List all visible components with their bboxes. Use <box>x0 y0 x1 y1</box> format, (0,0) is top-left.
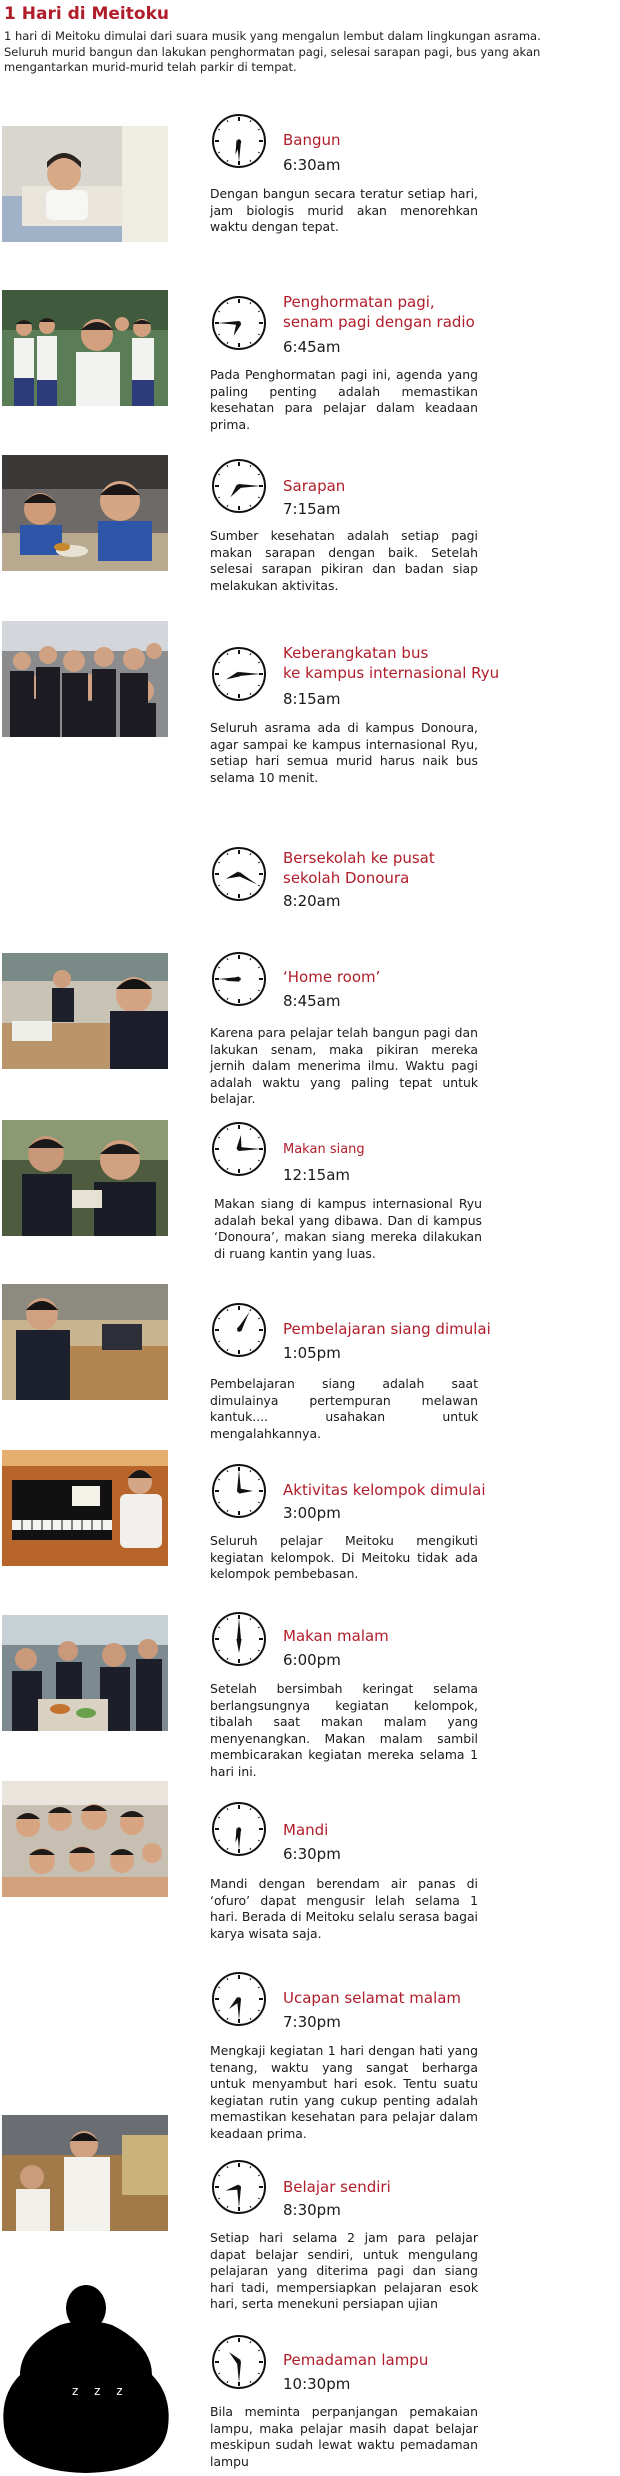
event-title: Makan malam <box>283 1627 389 1645</box>
photo-homeroom <box>2 953 168 1069</box>
event-time: 8:30pm <box>283 2201 341 2219</box>
event-description: Seluruh pelajar Meitoku mengikuti kegiatan kelompok. Di Meitoku tidak ada kelompok pembebasan. <box>210 1533 478 1581</box>
event-title: Bangun <box>283 131 341 149</box>
event-title: Sarapan <box>283 477 346 495</box>
clock-icon <box>210 2158 268 2216</box>
event-time: 8:20am <box>283 892 341 910</box>
event-title: Penghormatan pagi, senam pagi dengan radio <box>283 293 475 331</box>
sleeping-silhouette-icon <box>2 2275 172 2475</box>
event-description: Setelah bersimbah keringat selama berlangsungnya kegiatan kelompok, tibalah saat makan malam yang menyenangkan. Makan malam sambil membicarakan kegiatan mereka selama 1 hari ini. <box>210 1681 478 1779</box>
photo-morning-exercise <box>2 290 168 406</box>
event-description: Mengkaji kegiatan 1 hari dengan hati yang tenang, waktu yang sangat berharga untuk menyambut hari esok. Tentu suatu kegiatan rutin yang cukup penting adalah memastikan kesehatan para pelajar dalam keadaan prima. <box>210 2043 478 2141</box>
event-title: Bersekolah ke pusat sekolah Donoura <box>283 849 435 887</box>
photo-waking-up <box>2 126 168 242</box>
event-description: Dengan bangun secara teratur setiap hari, jam biologis murid akan menorehkan waktu dengan tepat. <box>210 186 478 234</box>
photo-dinner <box>2 1615 168 1731</box>
event-time: 6:30am <box>283 156 341 174</box>
event-description: Makan siang di kampus internasional Ryu adalah bekal yang dibawa. Dan di kampus ‘Donoura’, makan siang mereka dilakukan di ruang kantin yang luas. <box>214 1196 482 1261</box>
clock-icon <box>210 457 268 515</box>
event-description: Bila meminta perpanjangan pemakaian lampu, maka pelajar masih dapat belajar meskipun sudah lewat waktu pemadaman lampu <box>210 2404 478 2469</box>
photo-bath <box>2 1781 168 1897</box>
event-time: 6:00pm <box>283 1651 341 1669</box>
event-time: 3:00pm <box>283 1504 341 1522</box>
photo-afternoon-class <box>2 1284 168 1400</box>
intro-paragraph: 1 hari di Meitoku dimulai dari suara musik yang mengalun lembut dalam lingkungan asrama. Seluruh murid bangun dan lakukan penghormatan pagi, selesai sarapan pagi, bus yang akan mengantarkan murid-murid telah parkir di tempat. <box>4 29 541 74</box>
clock-icon <box>210 1800 268 1858</box>
event-time: 8:45am <box>283 992 341 1010</box>
photo-lunch <box>2 1120 168 1236</box>
clock-icon <box>210 112 268 170</box>
event-title: Makan siang <box>283 1142 365 1157</box>
photo-bus <box>2 621 168 737</box>
event-description: Sumber kesehatan adalah setiap pagi makan sarapan dengan baik. Setelah selesai sarapan pikiran dan badan siap melakukan aktivitas. <box>210 528 478 593</box>
event-title: Ucapan selamat malam <box>283 1989 462 2007</box>
clock-icon <box>210 950 268 1008</box>
event-time: 8:15am <box>283 690 341 708</box>
clock-icon <box>210 845 268 903</box>
event-description: Setiap hari selama 2 jam para pelajar dapat belajar sendiri, untuk mengulang pelajaran yang diterima pagi dan siang hari tadi, mempersiapkan pelajaran esok hari, serta menekuni persiapan ujian <box>210 2230 478 2311</box>
event-title: Keberangkatan bus ke kampus internasional Ryu <box>283 644 500 682</box>
clock-icon <box>210 1120 268 1178</box>
event-time: 1:05pm <box>283 1344 341 1362</box>
event-description: Pada Penghormatan pagi ini, agenda yang paling penting adalah memastikan kesehatan para pelajar dalam keadaan prima. <box>210 367 478 432</box>
clock-icon <box>210 1301 268 1359</box>
clock-icon <box>210 2333 268 2391</box>
event-time: 7:30pm <box>283 2013 341 2031</box>
event-title: Pembelajaran siang dimulai <box>283 1320 491 1338</box>
event-time: 7:15am <box>283 500 341 518</box>
event-title: Aktivitas kelompok dimulai <box>283 1481 486 1499</box>
event-description: Mandi dengan berendam air panas di ‘ofuro’ dapat mengusir lelah selama 1 hari. Berada di Meitoku selalu serasa bagai karya wisata saja. <box>210 1876 478 1941</box>
clock-icon <box>210 294 268 352</box>
event-title: Mandi <box>283 1821 329 1839</box>
clock-icon <box>210 645 268 703</box>
page-title: 1 Hari di Meitoku <box>4 4 169 24</box>
clock-icon <box>210 1462 268 1520</box>
clock-icon <box>210 1610 268 1668</box>
event-description: Pembelajaran siang adalah saat dimulainya pertempuran melawan kantuk.... usahakan untuk mengalahkannya. <box>210 1376 478 1441</box>
sleep-zzz-label: z z z <box>72 2384 129 2398</box>
event-time: 6:45am <box>283 338 341 356</box>
photo-breakfast <box>2 455 168 571</box>
photo-club-piano <box>2 1450 168 1566</box>
event-time: 6:30pm <box>283 1845 341 1863</box>
event-time: 10:30pm <box>283 2375 351 2393</box>
event-description: Seluruh asrama ada di kampus Donoura, agar sampai ke kampus internasional Ryu, setiap hari semua murid harus naik bus selama 10 menit. <box>210 720 478 785</box>
event-description: Karena para pelajar telah bangun pagi dan lakukan senam, maka pikiran mereka jernih dalam menerima ilmu. Waktu pagi adalah waktu yang paling tepat untuk belajar. <box>210 1025 478 1106</box>
clock-icon <box>210 1970 268 2028</box>
event-title: ‘Home room’ <box>283 968 381 986</box>
photo-study <box>2 2115 168 2231</box>
event-title: Belajar sendiri <box>283 2178 391 2196</box>
event-time: 12:15am <box>283 1166 351 1184</box>
event-title: Pemadaman lampu <box>283 2351 429 2369</box>
